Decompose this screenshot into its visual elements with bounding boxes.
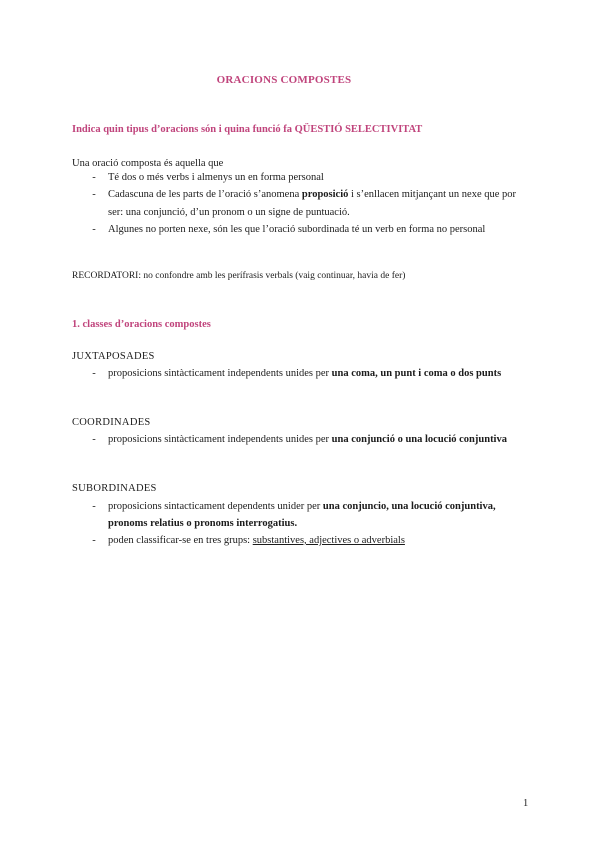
classification-groups: substantives, adjectives o adverbials xyxy=(252,535,405,546)
section-heading: 1. classes d’oracions compostes xyxy=(72,319,211,330)
bullet-dash: - xyxy=(92,434,96,445)
bullet-dash: - xyxy=(92,172,96,183)
reminder-note: RECORDATORI: no confondre amb les perífrasis verbals (vaig continuar, havia de fer) xyxy=(72,271,406,281)
juxtaposades-heading: JUXTAPOSADES xyxy=(72,351,155,362)
term-proposicio: proposició xyxy=(301,189,349,200)
bullet-dash: - xyxy=(92,501,96,512)
page-title: ORACIONS COMPOSTES xyxy=(216,74,352,86)
bullet-dash: - xyxy=(92,189,96,200)
intro-text: Una oració composta és aquella que xyxy=(72,158,224,169)
exercise-prompt: Indica quin tipus d’oracions són i quina funció fa QÜESTIÓ SELECTIVITAT xyxy=(72,124,423,135)
subordinades-heading: SUBORDINADES xyxy=(72,483,157,494)
bullet-dash: - xyxy=(92,368,96,379)
document-page: ORACIONS COMPOSTES Indica quin tipus d’oracions són i quina funció fa QÜESTIÓ SELECTIVITAT Una oració composta és aquella que - Té dos o més verbs i almenys un en forma personal - Cadascuna de les parts de l’oració s’anomena proposició i s’enllacen mitjançant un nexe que por ser: una conjunció, d’un pronom o un signe de puntuació. - Algunes no porten nexe, són les que l’oració subordinada té un verb en forma no personal RECORDATORI: no confondre amb les perífrasis verbals (vaig continuar, havia de fer) 1. classes d’oracions compostes JUXTAPOSADES - proposicions sintàcticament independents unides per una coma, un punt i coma o dos punts COORDINADES - proposicions sintàcticament independents unides per una conjunció o una locució conjuntiva SUBORDINADES - proposicions sintacticament dependents unider per una conjuncio, una locució conjuntiva, pronoms relatius o pronoms interrogatius. - poden classificar-se en tres grups: substantives, adjectives o adverbials 1 xyxy=(0,0,600,848)
page-number: 1 xyxy=(523,798,529,809)
list-item-continuation: pronoms relatius o pronoms interrogatius. xyxy=(108,518,298,529)
bullet-dash: - xyxy=(92,535,96,546)
bullet-dash: - xyxy=(92,224,96,235)
list-item-continuation: ser: una conjunció, d’un pronom o un signe de puntuació. xyxy=(108,207,350,218)
coordinades-heading: COORDINADES xyxy=(72,417,151,428)
